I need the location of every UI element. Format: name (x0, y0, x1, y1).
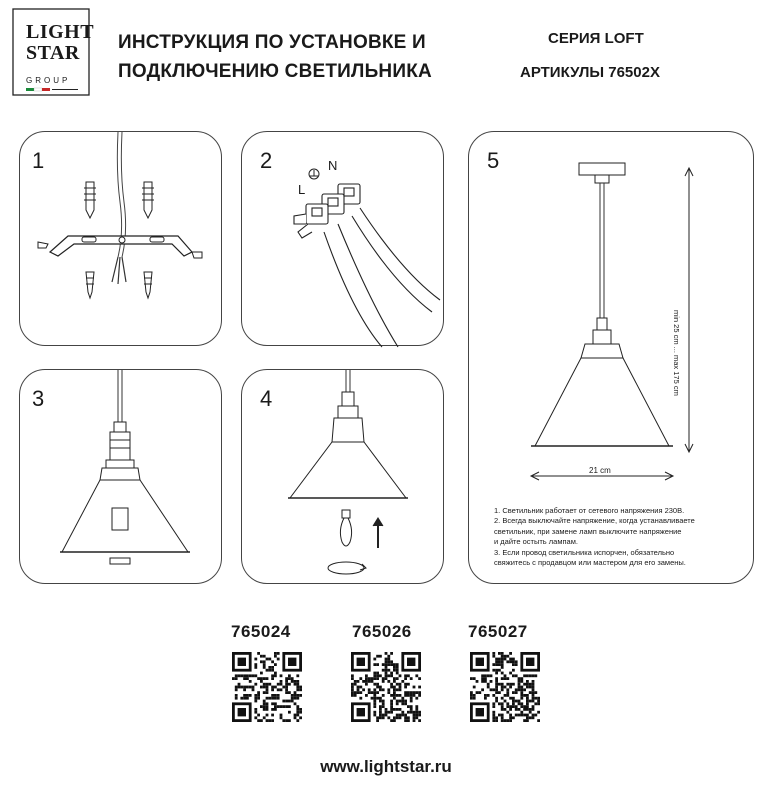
product-code: 765026 (352, 622, 412, 641)
width-dimension-label: 21 cm (589, 466, 611, 475)
product-code: 765027 (468, 622, 528, 641)
note-line: 1. Светильник работает от сетевого напряжения 230В. (494, 506, 685, 515)
note-line: свяжитесь с продавцом или мастером для его замены. (494, 558, 686, 568)
product-code: 765024 (231, 622, 291, 641)
bracket-mounting-diagram (20, 132, 223, 347)
step-panel-4 (241, 369, 444, 584)
qr-code-icon[interactable] (351, 652, 421, 722)
terminal-block-diagram (242, 132, 445, 347)
step-panel-1 (19, 131, 222, 346)
lampshade-assembly-diagram (20, 370, 223, 585)
qr-code-icon[interactable] (232, 652, 302, 722)
brand-logo (12, 8, 95, 96)
note-line: и дайте остыть лампам. (494, 537, 578, 547)
step-number: 5 (487, 148, 500, 173)
step-number: 2 (260, 148, 273, 173)
step-number: 4 (260, 386, 273, 411)
height-dimension-label: min 25 cm ... max 175 cm (672, 310, 681, 396)
articles-label: АРТИКУЛЫ 76502X (520, 64, 660, 81)
step-panel-2 (241, 131, 444, 346)
logo-line2: STAR (26, 42, 80, 64)
note-line: 2. Всегда выключайте напряжение, когда устанавливаете (494, 516, 695, 526)
series-label: СЕРИЯ LOFT (548, 30, 644, 47)
note-line: светильник, при замене ламп выключите напряжение (494, 526, 682, 536)
qr-code-icon[interactable] (470, 652, 540, 722)
logo-group-text: GROUP (26, 76, 71, 85)
note-line: 3. Если провод светильника испорчен, обязательно (494, 547, 675, 557)
step-number: 1 (32, 148, 45, 173)
safety-notes (494, 506, 744, 568)
step-panel-3 (19, 369, 222, 584)
bulb-installation-diagram (242, 370, 445, 585)
title-line1: ИНСТРУКЦИЯ ПО УСТАНОВКЕ И (118, 32, 426, 53)
neutral-label: N (328, 158, 338, 173)
step-number: 3 (32, 386, 45, 411)
logo-wordmark (26, 22, 94, 64)
live-label: L (298, 182, 306, 197)
title-line2: ПОДКЛЮЧЕНИЮ СВЕТИЛЬНИКА (118, 61, 432, 82)
page-title (118, 28, 432, 86)
logo-line1: LIGHT (26, 21, 95, 43)
website-link[interactable]: www.lightstar.ru (320, 757, 452, 776)
